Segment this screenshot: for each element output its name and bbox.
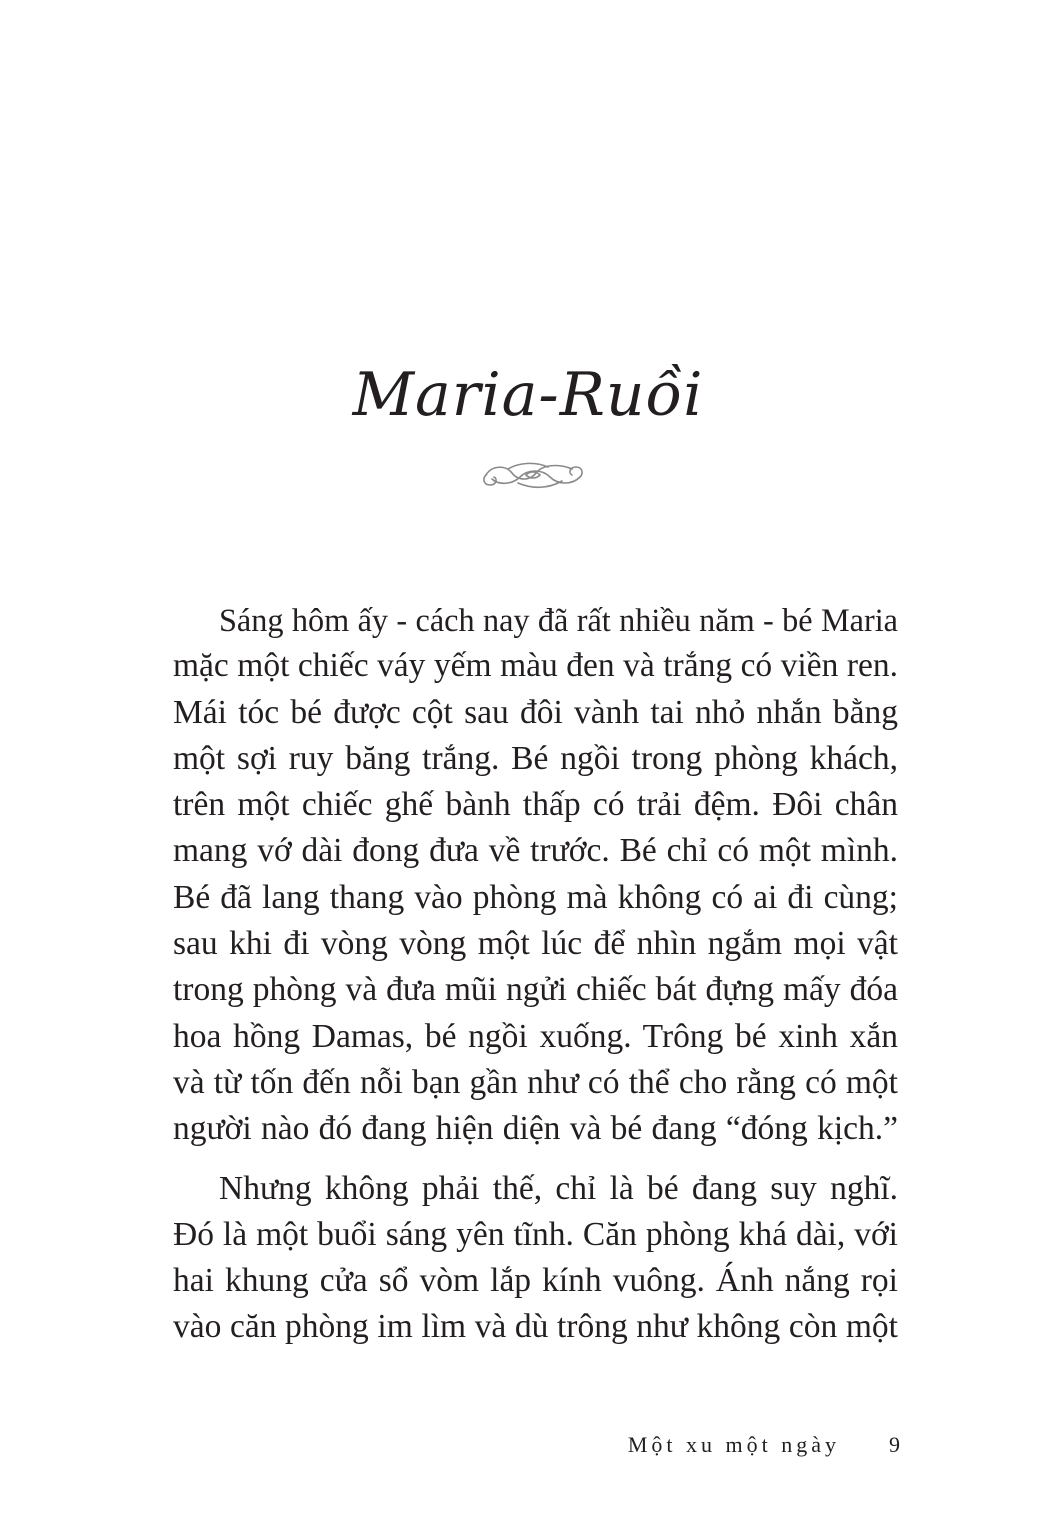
body-text [173,597,898,1351]
text-line: và từ tốn đến nỗi bạn gần như có thể cho rằng có một [173,1063,898,1101]
text-line: Sáng hôm ấy - cách nay đã rất nhiều năm - bé Maria [219,602,898,638]
text-line: mang vớ dài đong đưa về trước. Bé chỉ có một mình. [173,832,898,870]
page-number: 9 [889,1432,900,1457]
text-line: sau khi đi vòng vòng một lúc để nhìn ngắm mọi vật [173,925,898,963]
running-footer-title: Một xu một ngày [627,1432,840,1457]
chapter-title: Maria-Ruồi [352,360,704,430]
text-line: mặc một chiếc váy yếm màu đen và trắng có viền ren. [173,647,898,685]
text-line: Mái tóc bé được cột sau đôi vành tai nhỏ nhắn bằng [173,693,898,731]
text-line: người nào đó đang hiện diện và bé đang “đóng kịch.” [173,1110,898,1148]
paragraph-2 [173,1166,898,1351]
text-line: một sợi ruy băng trắng. Bé ngồi trong phòng khách, [173,739,898,777]
text-line: Bé đã lang thang vào phòng mà không có ai đi cùng; [173,878,898,916]
text-line: hai khung cửa sổ vòm lắp kính vuông. Ánh nắng rọi [173,1262,898,1300]
text-line: trên một chiếc ghế bành thấp có trải đệm. Đôi chân [173,786,898,824]
text-line: Nhưng không phải thế, chỉ là bé đang suy nghĩ. [219,1169,898,1207]
paragraph-1 [173,597,898,1153]
flourish-ornament-icon [478,455,588,497]
text-line: hoa hồng Damas, bé ngồi xuống. Trông bé xinh xắn [173,1017,898,1055]
text-line: trong phòng và đưa mũi ngửi chiếc bát đựng mấy đóa [173,971,898,1009]
text-line: Đó là một buổi sáng yên tĩnh. Căn phòng khá dài, với [173,1215,898,1253]
text-line: vào căn phòng im lìm và dù trông như không còn một [173,1308,898,1346]
